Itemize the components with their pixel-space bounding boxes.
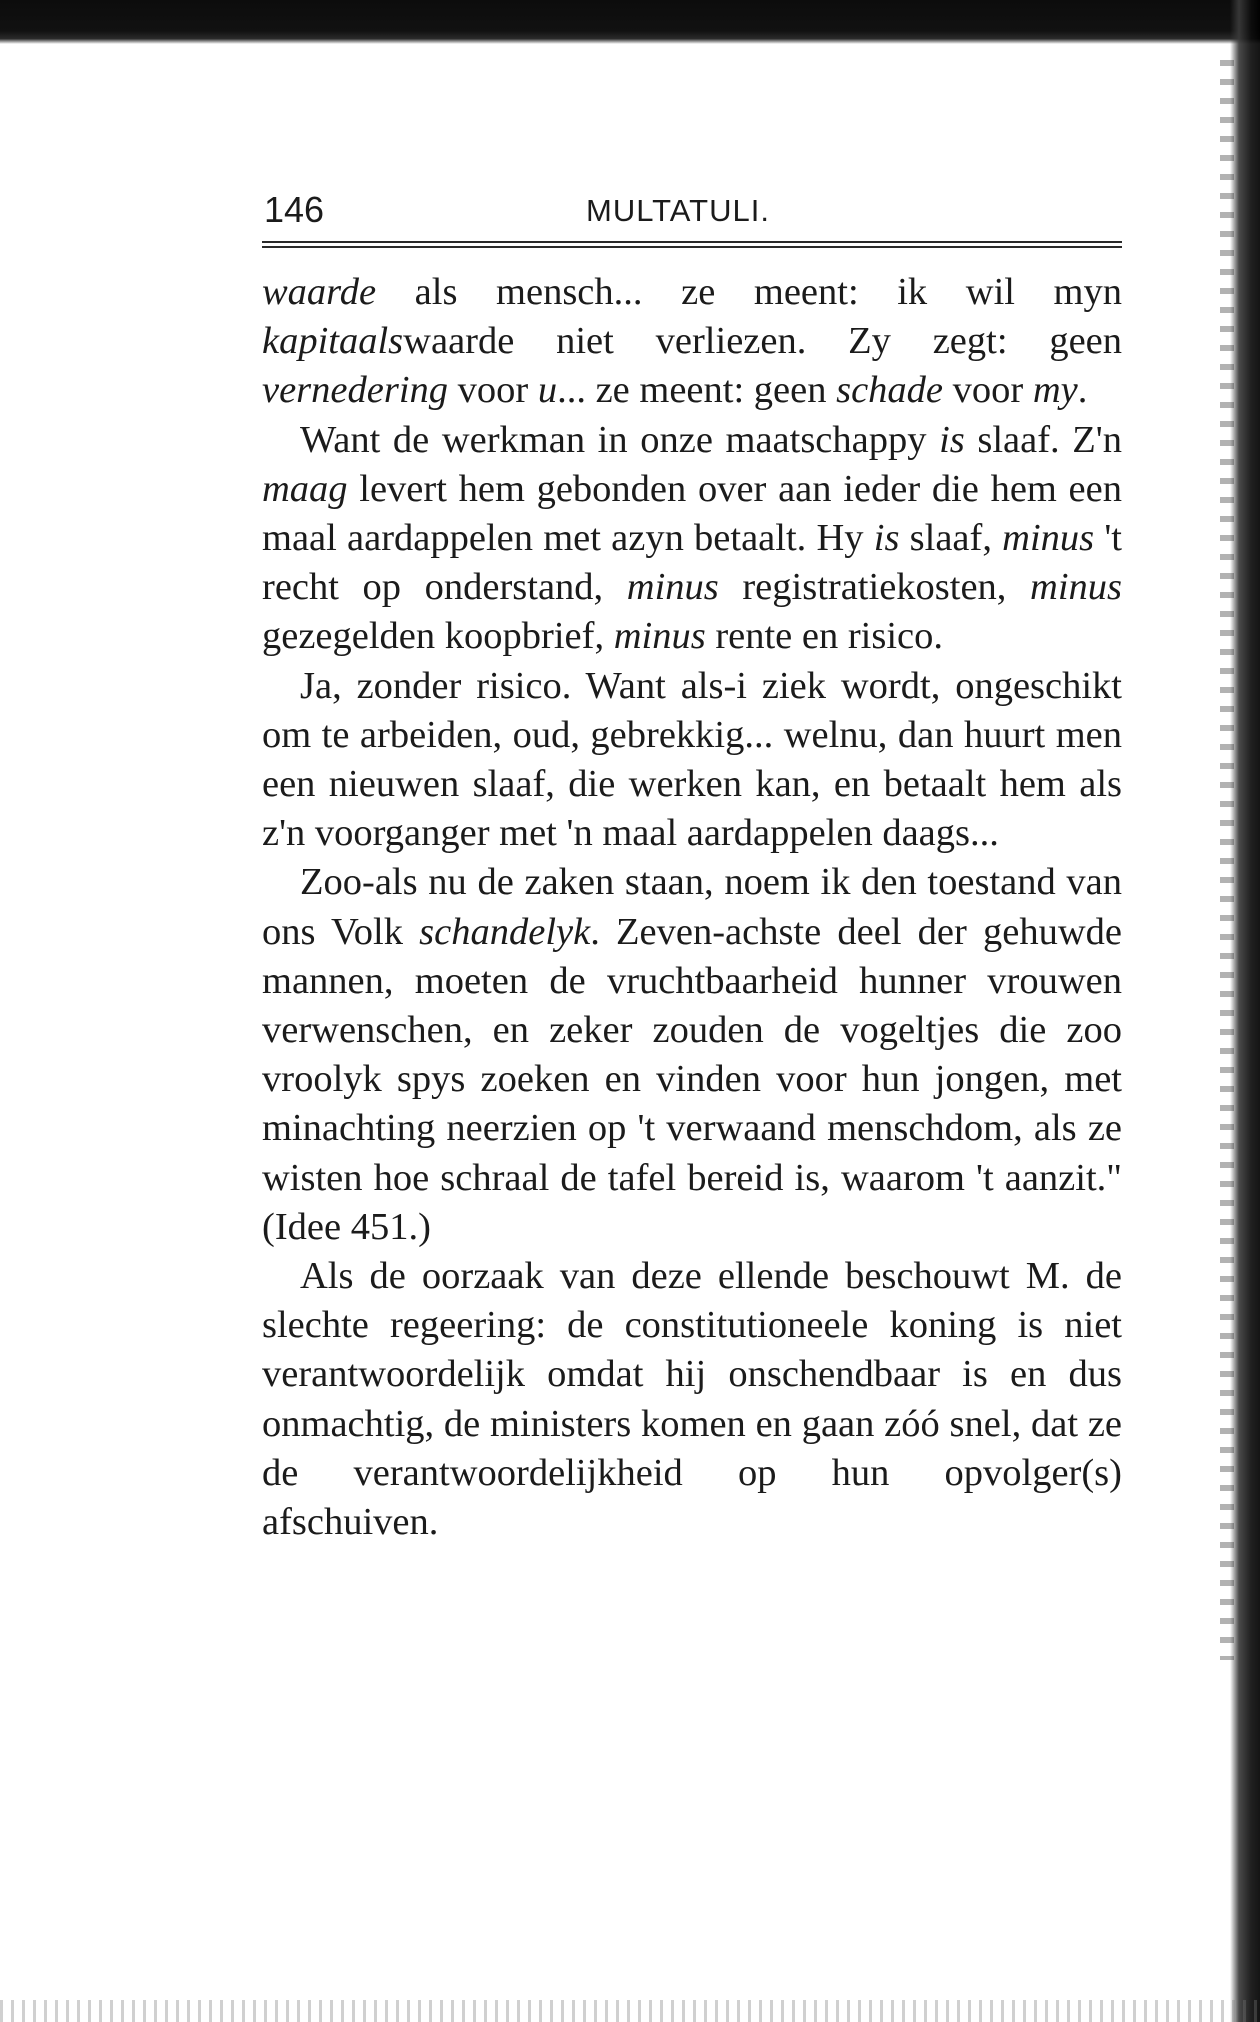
paragraph — [262, 1252, 1122, 1547]
italic-run: is — [873, 517, 900, 560]
italic-run: u — [537, 369, 558, 412]
paragraph — [262, 268, 1122, 416]
text-run: slaaf, — [899, 517, 1003, 560]
scan-border-top — [0, 0, 1260, 44]
running-title: MULTATULI. — [586, 193, 770, 228]
italic-run: minus — [626, 566, 719, 609]
italic-run: minus — [1002, 517, 1095, 560]
italic-run: is — [939, 418, 965, 461]
text-run: 't recht op onderstand, — [262, 517, 1123, 609]
paragraph — [262, 858, 1122, 1252]
text-run: ... ze meent: geen — [557, 369, 837, 412]
book-page — [262, 185, 1122, 1547]
scan-border-bottom — [0, 2000, 1260, 2022]
italic-run: vernedering — [262, 369, 449, 412]
italic-run: my — [1032, 369, 1078, 412]
text-run: . Zeven-achste deel der gehuwde mannen, moeten de vruchtbaarheid hunner vrouwen verwenschen, en zeker zouden de vogeltjes die zoo vroolyk spys zoeken en vinden voor hun jongen, met minachting neerzien op 't verwaand menschdom, als ze wisten hoe schraal de tafel bereid is, waarom 't aanzit." (Idee 451.) — [262, 910, 1122, 1248]
text-run: Zoo-als nu de zaken staan, noem ik den toestand van ons Volk — [262, 861, 1122, 953]
text-run: Want de werkman in onze maatschappy — [300, 418, 940, 461]
text-run: . — [1077, 369, 1088, 412]
text-run: Ja, zonder risico. Want als-i ziek wordt, ongeschikt om te arbeiden, oud, gebrekkig... welnu, dan huurt men een nieuwen slaaf, die werken kan, en betaalt hem als z'n voorganger met 'n maal aardappelen daags... — [262, 664, 1122, 855]
italic-run: minus — [613, 615, 706, 658]
text-run: voor — [448, 369, 538, 412]
text-run: gezegelden koopbrief, — [262, 615, 614, 658]
scan-border-right — [1230, 0, 1260, 2022]
running-head — [262, 185, 1122, 241]
italic-run: schandelyk — [419, 910, 591, 953]
scan-speckle — [1220, 60, 1234, 1660]
paragraph — [262, 416, 1122, 662]
body-text — [262, 268, 1122, 1547]
text-run: registratiekosten, — [718, 566, 1031, 609]
italic-run: maag — [262, 467, 348, 510]
paragraph — [262, 662, 1122, 859]
italic-run: schade — [836, 369, 944, 412]
italic-run: minus — [1030, 566, 1122, 609]
text-run: Als de oorzaak van deze ellende beschouwt M. de slechte regeering: de constitutioneele koning is niet verantwoordelijk omdat hij onschendbaar is en dus onmachtig, de ministers komen en gaan zóó snel, dat ze de verantwoordelijkheid op hun opvolger(s) afschuiven. — [262, 1255, 1122, 1544]
page-number: 146 — [264, 189, 325, 230]
text-run: waarde niet verliezen. Zy zegt: geen — [403, 320, 1122, 363]
text-run: voor — [943, 369, 1033, 412]
text-run: levert hem gebonden over aan ieder die hem een maal aardappelen met azyn betaalt. Hy — [262, 467, 1122, 560]
text-run: slaaf. Z'n — [964, 418, 1122, 461]
text-run: als mensch... ze meent: ik wil myn — [376, 271, 1122, 313]
header-rule — [262, 241, 1122, 248]
text-run: rente en risico. — [705, 615, 944, 658]
italic-run: kapitaals — [262, 320, 404, 363]
italic-run: waarde — [262, 271, 377, 313]
